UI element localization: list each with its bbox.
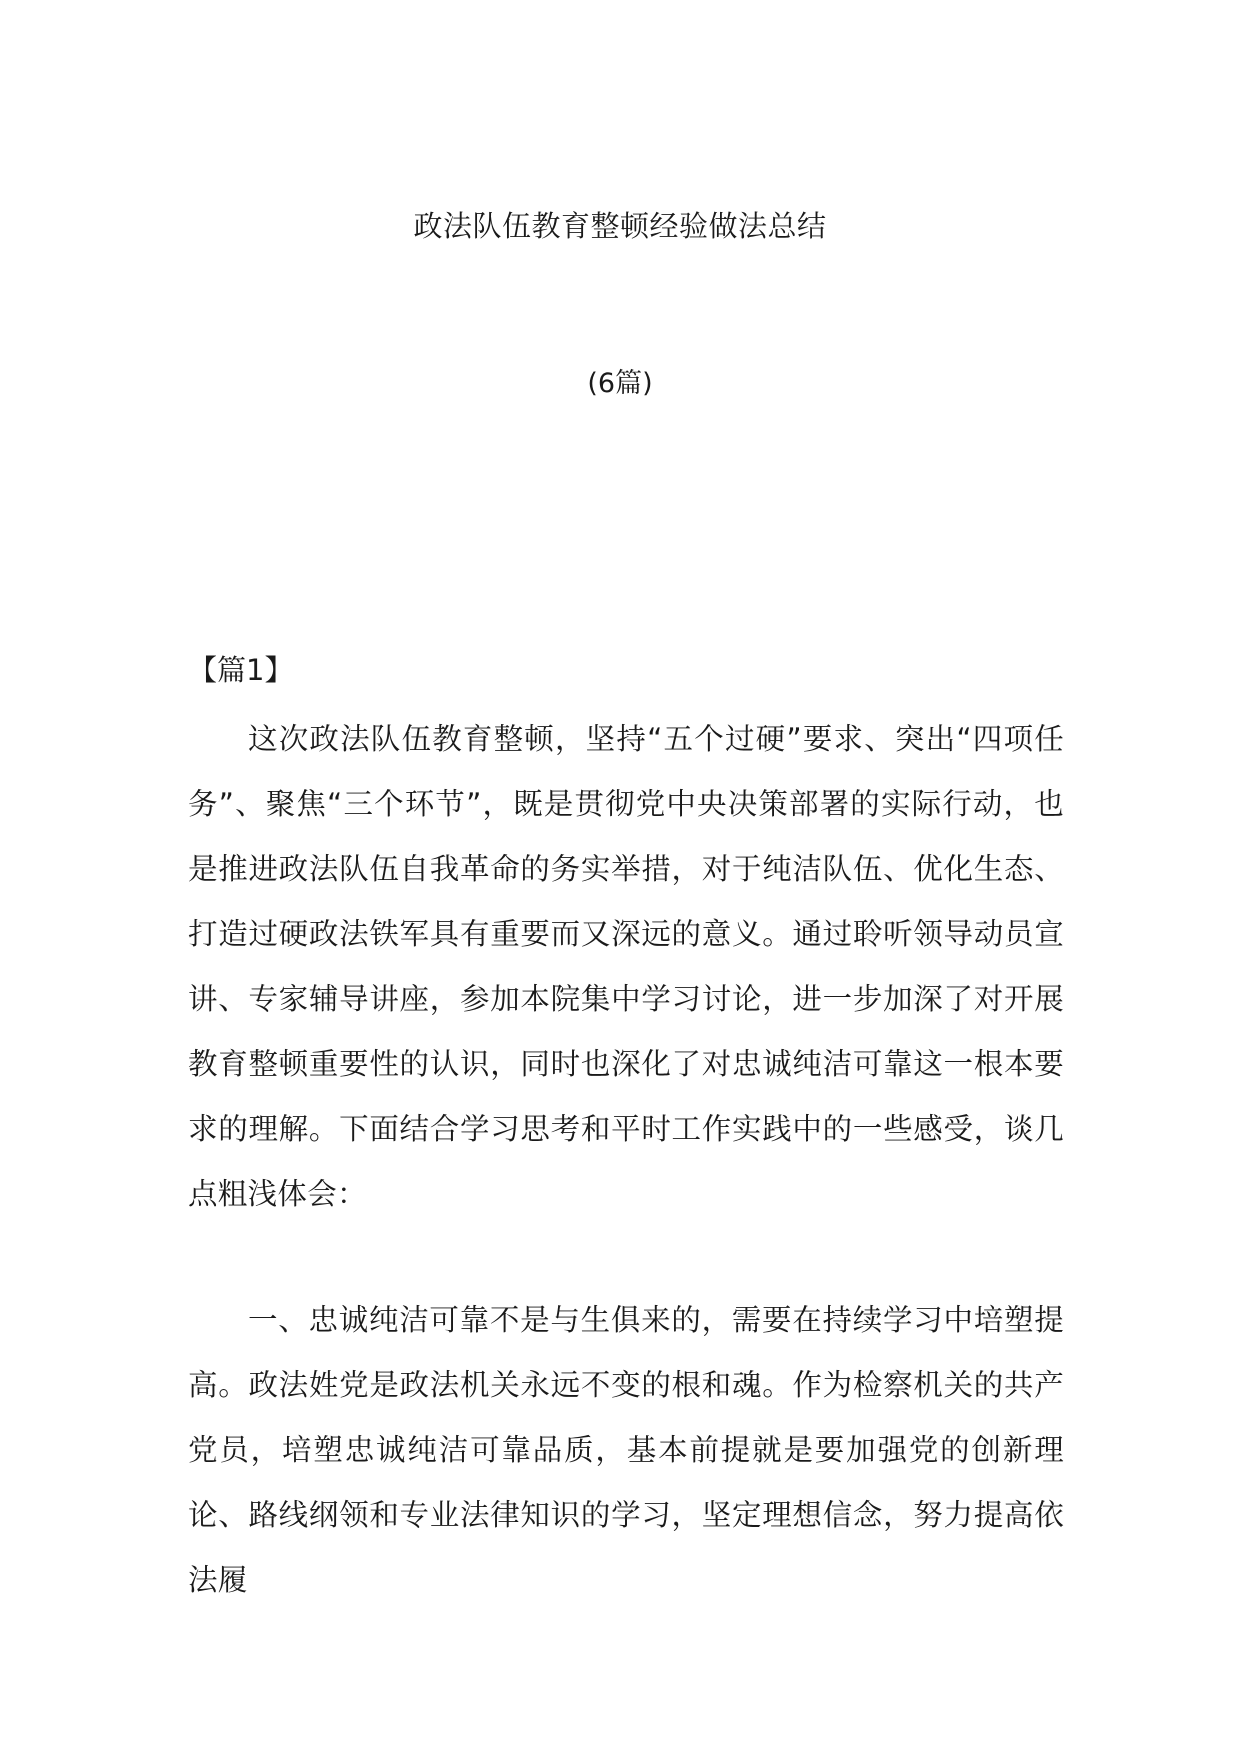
section-label: 【篇1】 — [188, 653, 294, 687]
paragraph-point-one: 一、忠诚纯洁可靠不是与生俱来的，需要在持续学习中培塑提高。政法姓党是政法机关永远不变的根和魂。作为检察机关的共产党员，培塑忠诚纯洁可靠品质，基本前提就是要加强党的创新理论、路线纲领和专业法律知识的学习，坚定理想信念，努力提高依法履 — [188, 1303, 1064, 1597]
document-title: 政法队伍教育整顿经验做法总结 — [413, 209, 827, 243]
document-subtitle: (6篇) — [587, 368, 653, 399]
paragraph-intro: 这次政法队伍教育整顿，坚持“五个过硬”要求、突出“四项任务”、聚焦“三个环节”，既是贯彻党中央决策部署的实际行动，也是推进政法队伍自我革命的务实举措，对于纯洁队伍、优化生态、打造过硬政法铁军具有重要而又深远的意义。通过聆听领导动员宣讲、专家辅导讲座，参加本院集中学习讨论，进一步加深了对开展教育整顿重要性的认识，同时也深化了对忠诚纯洁可靠这一根本要求的理解。下面结合学习思考和平时工作实践中的一些感受，谈几点粗浅体会： — [188, 722, 1064, 1211]
